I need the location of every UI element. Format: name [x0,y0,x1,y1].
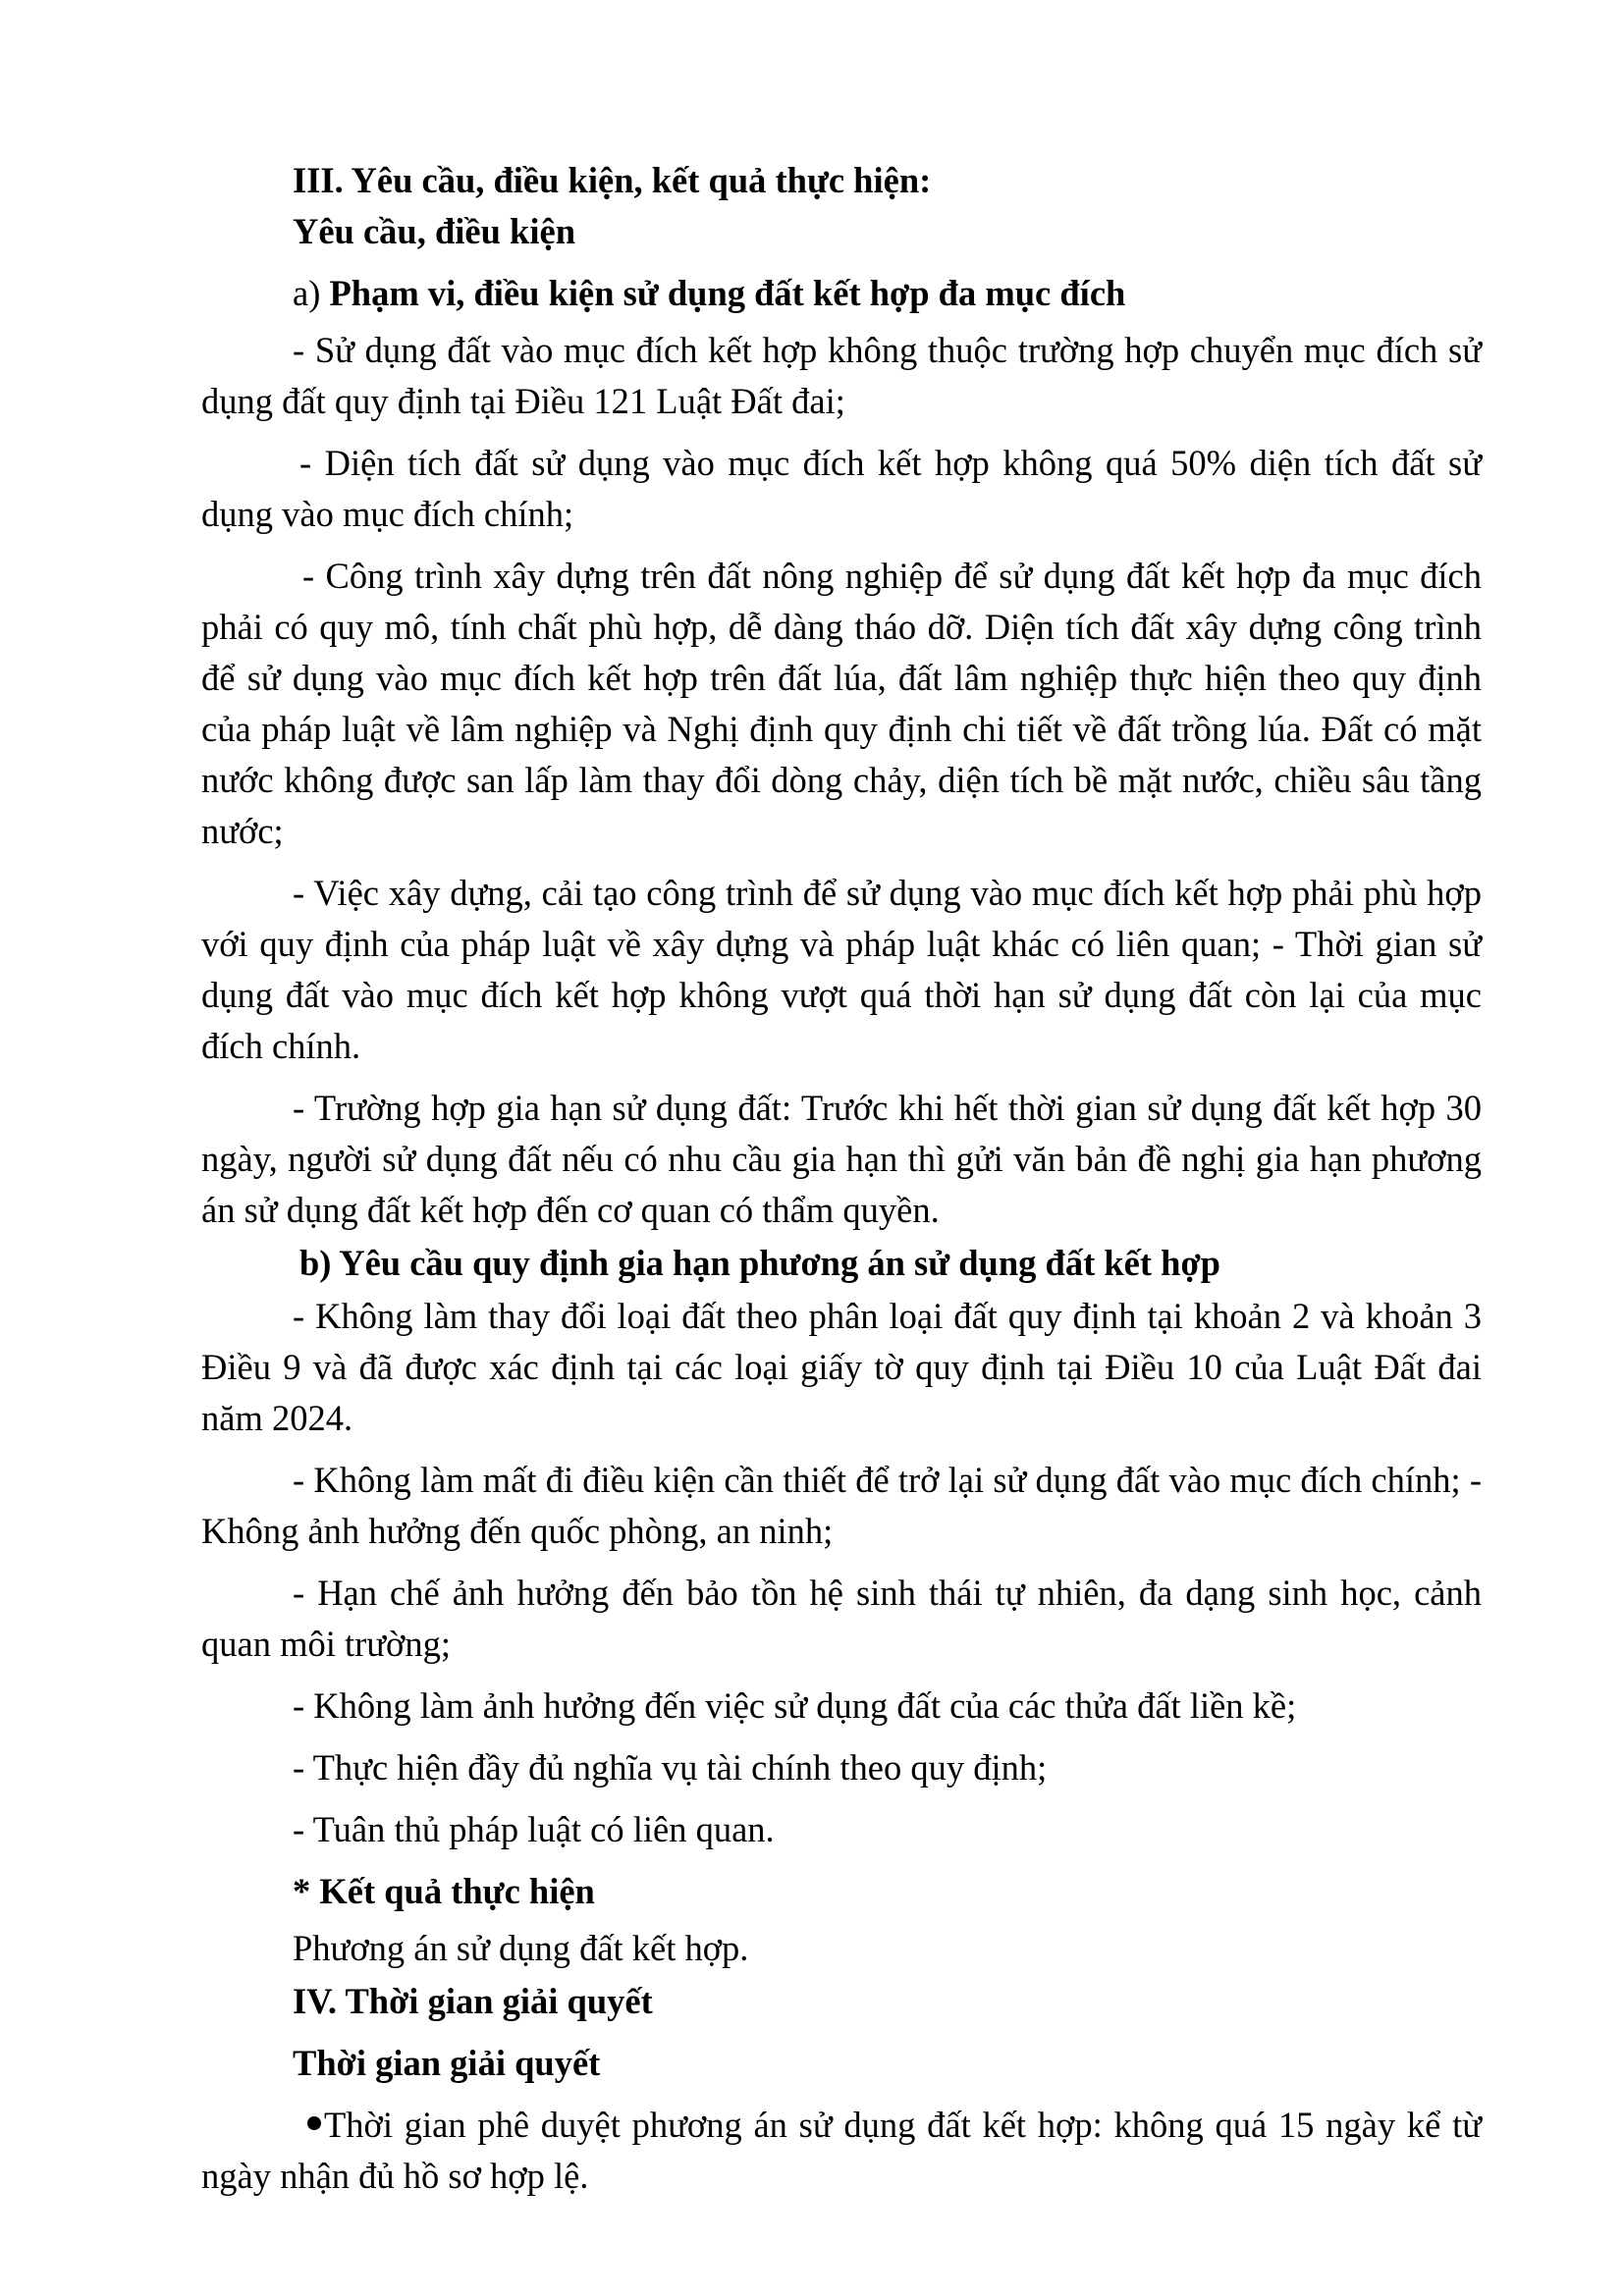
part-a-paragraph-2: - Diện tích đất sử dụng vào mục đích kết hợp không quá 50% diện tích đất sử dụng vào mục đích chính; [201,443,1482,534]
part-a-prefix: a) [293,273,330,313]
part-a-heading [293,268,1482,319]
part-b-paragraph-4: - Không làm ảnh hưởng đến việc sử dụng đất của các thửa đất liền kề; [293,1685,1297,1726]
part-b-heading: b) Yêu cầu quy định gia hạn phương án sử dụng đất kết hợp [299,1243,1220,1283]
part-b-paragraph-2: - Không làm mất đi điều kiện cần thiết để trở lại sử dụng đất vào mục đích chính; - Không ảnh hưởng đến quốc phòng, an ninh; [201,1460,1482,1551]
part-a-title: Phạm vi, điều kiện sử dụng đất kết hợp đa mục đích [329,273,1126,313]
result-heading: * Kết quả thực hiện [293,1871,595,1911]
part-b-paragraph-1: - Không làm thay đổi loại đất theo phân loại đất quy định tại khoản 2 và khoản 3 Điều 9 và đã được xác định tại các loại giấy tờ quy định tại Điều 10 của Luật Đất đai năm 2024. [201,1296,1482,1438]
section-4-bullet-text: Thời gian phê duyệt phương án sử dụng đất kết hợp: không quá 15 ngày kể từ ngày nhận đủ hồ sơ hợp lệ. [201,2105,1482,2196]
section-4-heading: IV. Thời gian giải quyết [293,1981,653,2021]
part-b-paragraph-5: - Thực hiện đầy đủ nghĩa vụ tài chính theo quy định; [293,1747,1048,1788]
section-3-heading: III. Yêu cầu, điều kiện, kết quả thực hiện: [293,160,932,200]
part-b-paragraph-3: - Hạn chế ảnh hưởng đến bảo tồn hệ sinh thái tự nhiên, đa dạng sinh học, cảnh quan môi trường; [201,1573,1482,1664]
bullet-icon [307,2116,321,2130]
section-3-subheading: Yêu cầu, điều kiện [293,211,575,251]
part-a-paragraph-3: - Công trình xây dựng trên đất nông nghiệp để sử dụng đất kết hợp đa mục đích phải có quy mô, tính chất phù hợp, dễ dàng tháo dỡ. Diện tích đất xây dựng công trình để sử dụng vào mục đích kết hợp trên đất lúa, đất lâm nghiệp thực hiện theo quy định của pháp luật về lâm nghiệp và Nghị định quy định chi tiết về đất trồng lúa. Đất có mặt nước không được san lấp làm thay đổi dòng chảy, diện tích bề mặt nước, chiều sâu tầng nước; [201,556,1482,851]
part-a-paragraph-4: - Việc xây dựng, cải tạo công trình để sử dụng vào mục đích kết hợp phải phù hợp với quy định của pháp luật về xây dựng và pháp luật khác có liên quan; - Thời gian sử dụng đất vào mục đích kết hợp không vượt quá thời hạn sử dụng đất còn lại của mục đích chính. [201,873,1482,1066]
section-4-bullet-item [201,2100,1482,2202]
part-a-paragraph-5: - Trường hợp gia hạn sử dụng đất: Trước khi hết thời gian sử dụng đất kết hợp 30 ngày, người sử dụng đất nếu có nhu cầu gia hạn thì gửi văn bản đề nghị gia hạn phương án sử dụng đất kết hợp đến cơ quan có thẩm quyền. [201,1088,1482,1230]
part-b-paragraph-6: - Tuân thủ pháp luật có liên quan. [293,1809,775,1849]
result-text: Phương án sử dụng đất kết hợp. [293,1928,749,1968]
part-a-paragraph-1: - Sử dụng đất vào mục đích kết hợp không thuộc trường hợp chuyển mục đích sử dụng đất quy định tại Điều 121 Luật Đất đai; [201,330,1482,421]
section-4-subheading: Thời gian giải quyết [293,2043,601,2083]
